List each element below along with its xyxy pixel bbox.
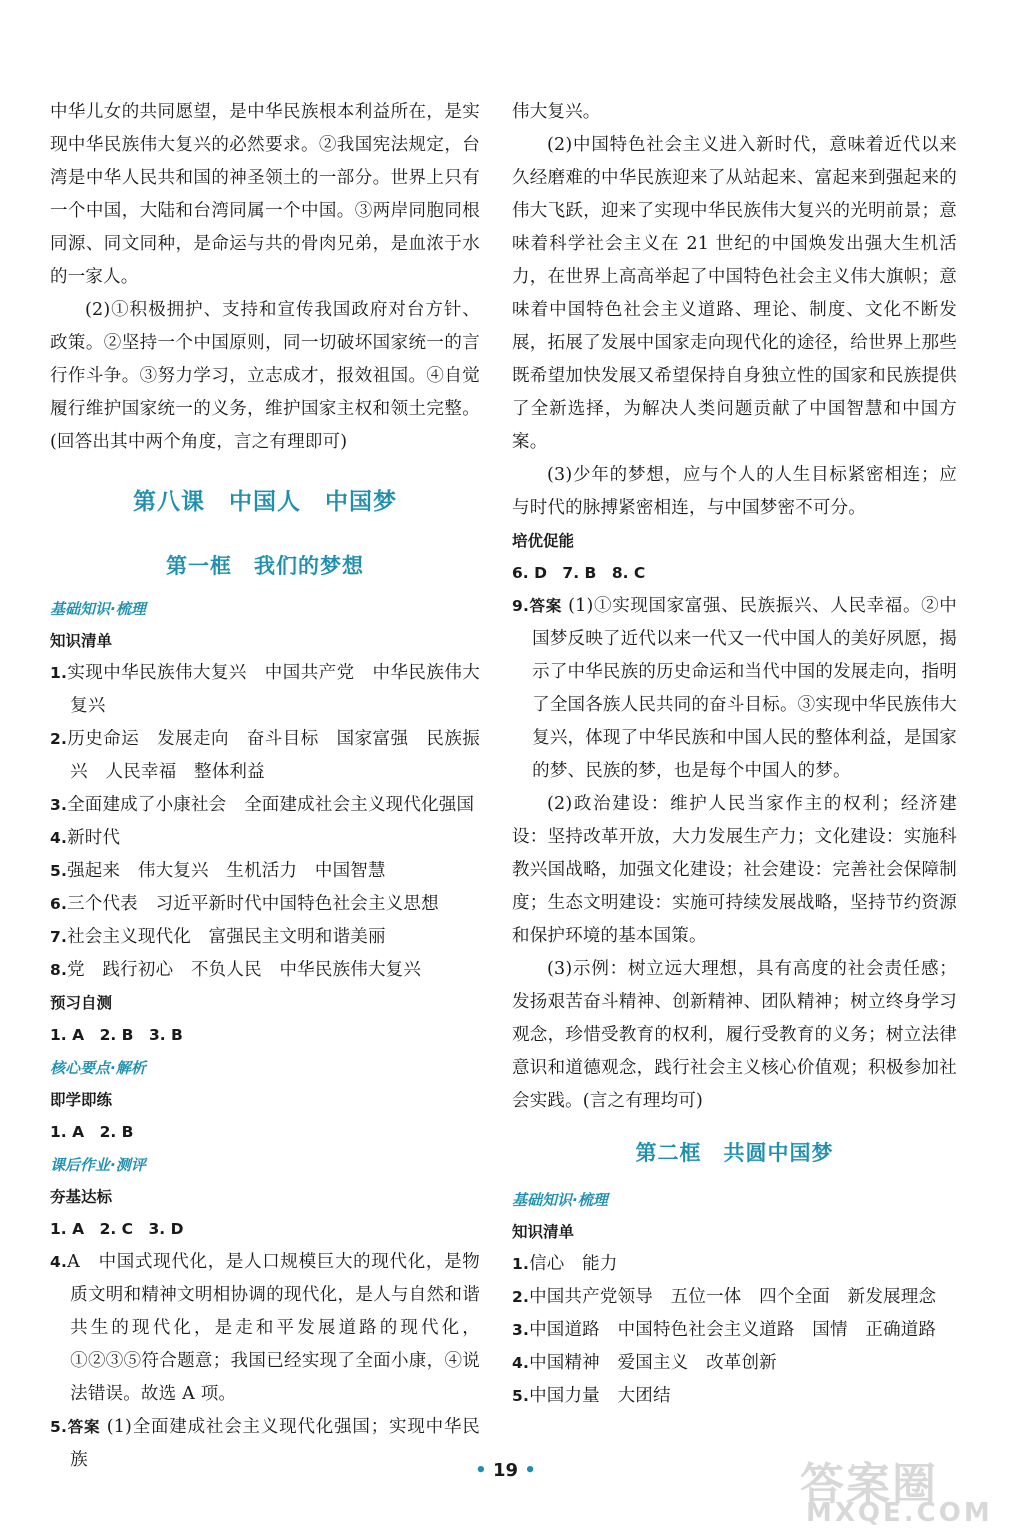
item-number: 4. — [512, 1354, 530, 1372]
homework-label: 课后作业·测评 — [50, 1156, 146, 1174]
item-number: 4. — [50, 829, 68, 847]
item-text: 新时代 — [67, 828, 121, 848]
practice-heading: 即学即练 — [50, 1091, 113, 1109]
practice-answers: 1. A 2. B — [50, 1123, 134, 1141]
list-item — [50, 888, 480, 921]
question-9-part-2: (2)政治建设：维护人民当家作主的权利；经济建设：坚持改革开放，大力发展生产力；文化建设：实施科教兴国战略，加强文化建设；社会建设：完善社会保障制度；生态文明建设：实施可持续发展战略，坚持节约资源和保护环境的基本国策。 — [512, 794, 957, 946]
answer-paragraph-2: (2)中国特色社会主义进入新时代，意味着近代以来久经磨难的中华民族迎来了从站起来、富起来到强起来的伟大飞跃，迎来了实现中华民族伟大复兴的光明前景；意味着科学社会主义在 21 世纪的中国焕发出强大生机活力，在世界上高高举起了中国特色社会主义伟大旗帜；意味着中国特色社会主义道路、理论、制度、文化不断发展，拓展了发展中国家走向现代化的途径，给世界上那些既希望加快发展又希望保持自身独立性的国家和民族提供了全新选择，为解决人类问题贡献了中国智慧和中国方案。 — [512, 135, 957, 452]
question-number: 4. — [50, 1253, 68, 1271]
question-5-text: (1)全面建成社会主义现代化强国；实现中华民族 — [70, 1417, 480, 1470]
list-item — [50, 954, 480, 987]
list-item — [512, 1347, 957, 1380]
knowledge-list-heading: 知识清单 — [50, 632, 113, 650]
knowledge-list — [512, 1248, 957, 1413]
foundation-answers: 1. A 2. C 3. D — [50, 1220, 184, 1238]
question-9-part-3: (3)示例：树立远大理想，具有高度的社会责任感；发扬艰苦奋斗精神、创新精神、团队精神；树立终身学习观念，珍惜受教育的权利，履行受教育的义务；树立法律意识和道德观念，践行社会主义核心价值观；积极参加社会实践。(言之有理均可) — [512, 959, 957, 1111]
item-text: 实现中华民族伟大复兴 中国共产党 中华民族伟大复兴 — [67, 663, 480, 716]
item-text: 中国力量 大团结 — [529, 1386, 671, 1406]
advance-heading: 培优促能 — [512, 532, 575, 550]
list-item — [512, 1281, 957, 1314]
page-number-value: 19 — [492, 1460, 519, 1481]
basic-knowledge-label: 基础知识·梳理 — [50, 600, 146, 618]
bullet-left: • — [475, 1460, 487, 1481]
watermark-url: MXQE.COM — [806, 1498, 993, 1528]
item-number: 7. — [50, 928, 68, 946]
core-points-label: 核心要点·解析 — [50, 1059, 146, 1077]
item-text: 社会主义现代化 富强民主文明和谐美丽 — [67, 927, 386, 947]
item-text: 中国共产党领导 五位一体 四个全面 新发展理念 — [529, 1287, 937, 1307]
item-number: 6. — [50, 895, 68, 913]
question-number: 5. — [50, 1418, 68, 1436]
item-number: 1. — [512, 1255, 530, 1273]
right-column — [512, 96, 957, 1413]
answer-label: 答案 — [529, 597, 562, 615]
list-item — [50, 723, 480, 789]
item-number: 5. — [512, 1387, 530, 1405]
section-title: 第一框 我们的梦想 — [166, 554, 364, 578]
item-text: 全面建成了小康社会 全面建成社会主义现代化强国 — [67, 795, 475, 815]
item-text: 中国道路 中国特色社会主义道路 国情 正确道路 — [529, 1320, 937, 1340]
item-text: 信心 能力 — [529, 1254, 618, 1274]
item-text: 中国精神 爱国主义 改革创新 — [529, 1353, 777, 1373]
item-text: 强起来 伟大复兴 生机活力 中国智慧 — [67, 861, 386, 881]
section-title: 第二框 共圆中国梦 — [635, 1141, 834, 1165]
item-number: 1. — [50, 664, 68, 682]
watermark-text: 答案圈 — [800, 1459, 938, 1510]
foundation-heading: 夯基达标 — [50, 1188, 113, 1206]
knowledge-list — [50, 657, 480, 987]
list-item — [50, 657, 480, 723]
item-number: 8. — [50, 961, 68, 979]
item-number: 2. — [50, 730, 68, 748]
item-text: 三个代表 习近平新时代中国特色社会主义思想 — [67, 894, 439, 914]
basic-knowledge-label: 基础知识·梳理 — [512, 1191, 608, 1209]
list-item — [50, 789, 480, 822]
list-item — [50, 855, 480, 888]
continuation-text: 伟大复兴。 — [512, 102, 601, 122]
question-4 — [50, 1246, 480, 1411]
item-number: 5. — [50, 862, 68, 880]
list-item — [512, 1380, 957, 1413]
bullet-right: • — [524, 1460, 536, 1481]
question-9-text: (1)①实现国家富强、民族振兴、人民幸福。②中国梦反映了近代以来一代又一代中国人的美好夙愿，揭示了中华民族的历史命运和当代中国的发展走向，指明了全国各族人民共同的奋斗目标。③实现中华民族伟大复兴，体现了中华民族和中国人民的整体利益，是国家的梦、民族的梦，也是每个中国人的梦。 — [532, 596, 958, 781]
intro-paragraph: 中华儿女的共同愿望，是中华民族根本利益所在，是实现中华民族伟大复兴的必然要求。②我国宪法规定，台湾是中华人民共和国的神圣领土的一部分。世界上只有一个中国，大陆和台湾同属一个中国。③两岸同胞同根同源、同文同种，是命运与共的骨肉兄弟，是血浓于水的一家人。 — [50, 102, 480, 287]
preview-answers: 1. A 2. B 3. B — [50, 1026, 183, 1044]
watermark-logo — [800, 1448, 1000, 1528]
item-text: 党 践行初心 不负人民 中华民族伟大复兴 — [67, 960, 422, 980]
preview-heading: 预习自测 — [50, 994, 113, 1012]
question-4-text: A 中国式现代化，是人口规模巨大的现代化，是物质文明和精神文明相协调的现代化，是人与自然和谐共生的现代化，是走和平发展道路的现代化，①②③⑤符合题意；我国已经实现了全面小康，④说法错误。故选 A 项。 — [67, 1252, 480, 1404]
item-number: 2. — [512, 1288, 530, 1306]
question-number: 9. — [512, 597, 530, 615]
answer-paragraph-3: (3)少年的梦想，应与个人的人生目标紧密相连；应与时代的脉搏紧密相连，与中国梦密不可分。 — [512, 465, 957, 518]
list-item — [512, 1248, 957, 1281]
list-item — [512, 1314, 957, 1347]
left-column — [50, 96, 480, 1477]
list-item — [50, 921, 480, 954]
advance-answers: 6. D 7. B 8. C — [512, 564, 646, 582]
list-item — [50, 822, 480, 855]
answer-paragraph-2: (2)①积极拥护、支持和宣传我国政府对台方针、政策。②坚持一个中国原则，同一切破坏国家统一的言行作斗争。③努力学习，立志成才，报效祖国。④自觉履行维护国家统一的义务，维护国家主权和领土完整。(回答出其中两个角度，言之有理即可) — [50, 300, 480, 452]
knowledge-list-heading: 知识清单 — [512, 1223, 575, 1241]
chapter-title: 第八课 中国人 中国梦 — [133, 489, 397, 515]
item-number: 3. — [50, 796, 68, 814]
item-text: 历史命运 发展走向 奋斗目标 国家富强 民族振兴 人民幸福 整体利益 — [67, 729, 480, 782]
answer-label: 答案 — [67, 1418, 101, 1436]
question-9 — [512, 590, 957, 788]
item-number: 3. — [512, 1321, 530, 1339]
